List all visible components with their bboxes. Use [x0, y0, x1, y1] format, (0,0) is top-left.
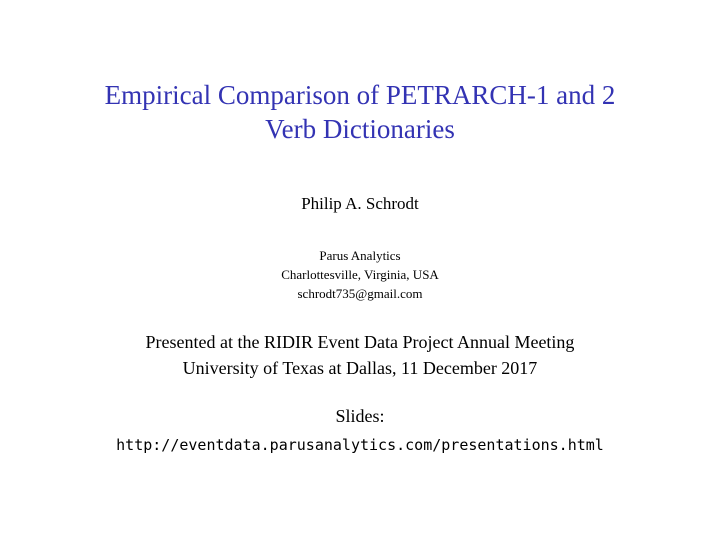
title-line-2: Verb Dictionaries: [265, 114, 455, 144]
slides-label: Slides:: [335, 406, 385, 426]
presentation-venue: [0, 329, 720, 381]
venue-line-1: Presented at the RIDIR Event Data Project Annual Meeting: [145, 332, 575, 352]
author-name: Philip A. Schrodt: [301, 194, 419, 213]
affiliation-org: Parus Analytics: [319, 248, 401, 263]
slide-title: [0, 78, 720, 146]
affiliation-email: schrodt735@gmail.com: [297, 286, 423, 301]
slides-url-link[interactable]: http://eventdata.parusanalytics.com/presentations.html: [116, 436, 604, 454]
affiliation-location: Charlottesville, Virginia, USA: [281, 267, 439, 282]
title-line-1: Empirical Comparison of PETRARCH-1 and 2: [104, 80, 616, 110]
venue-line-2: University of Texas at Dallas, 11 December 2017: [182, 358, 538, 378]
affiliation: [0, 246, 720, 303]
